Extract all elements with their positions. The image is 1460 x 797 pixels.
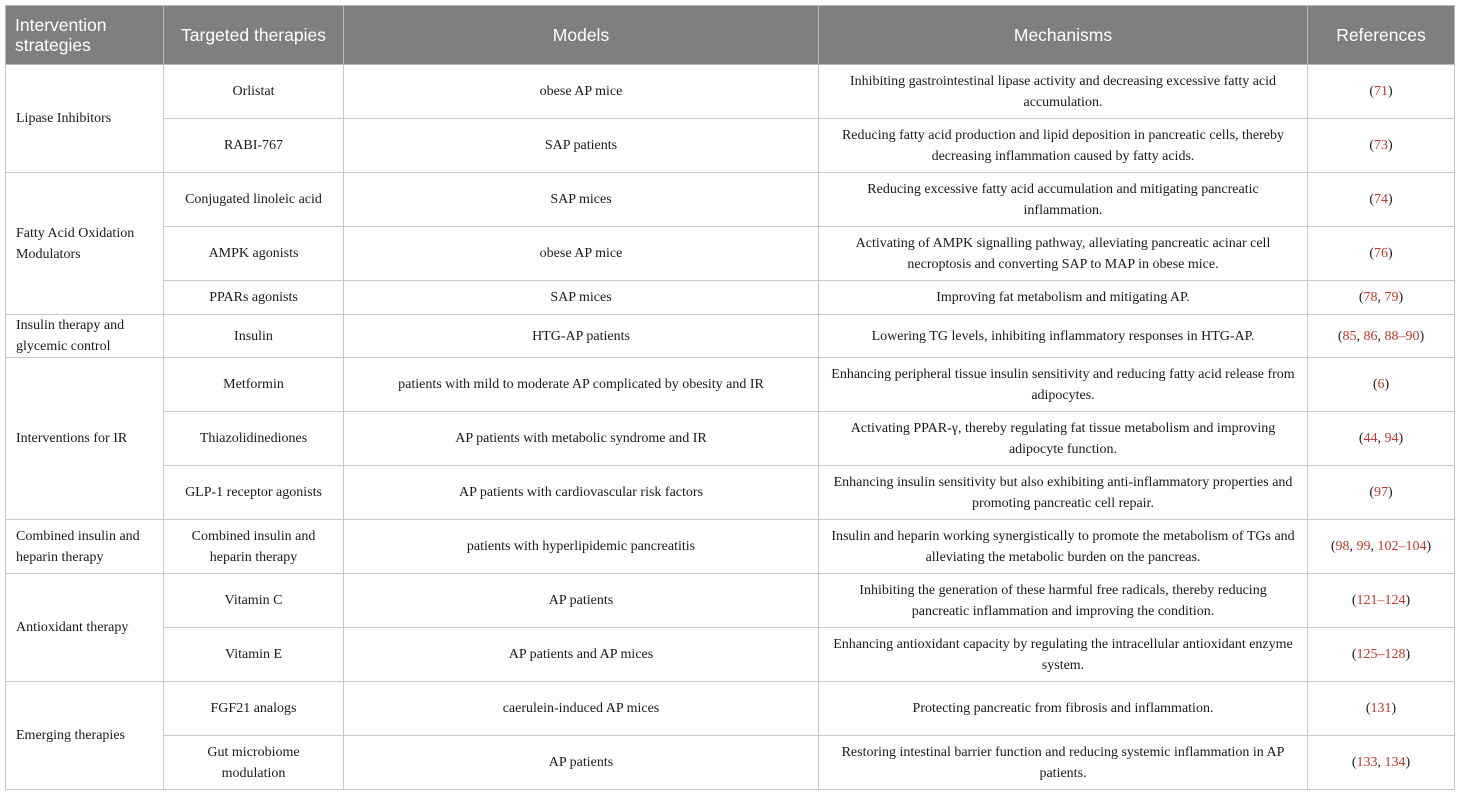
strategy-cell: Fatty Acid Oxidation Modulators bbox=[6, 173, 164, 315]
table-container bbox=[5, 5, 1454, 790]
reference-link[interactable]: 76 bbox=[1374, 246, 1388, 261]
table-row bbox=[6, 65, 1455, 119]
table-row bbox=[6, 682, 1455, 736]
reference-link[interactable]: 78 bbox=[1363, 290, 1378, 305]
therapy-cell: Vitamin E bbox=[164, 628, 344, 682]
references-cell: (133, 134) bbox=[1308, 736, 1455, 790]
header-intervention-strategies: Intervention strategies bbox=[6, 6, 164, 65]
header-row bbox=[6, 6, 1455, 65]
intervention-table bbox=[5, 5, 1455, 790]
header-mechanisms: Mechanisms bbox=[819, 6, 1308, 65]
model-cell: AP patients bbox=[344, 574, 819, 628]
therapy-cell: Orlistat bbox=[164, 65, 344, 119]
reference-link[interactable]: 86 bbox=[1363, 328, 1378, 344]
mechanism-cell: Reducing excessive fatty acid accumulation and mitigating pancreatic inflammation. bbox=[819, 173, 1308, 227]
references-cell: (76) bbox=[1308, 227, 1455, 281]
strategy-cell: Insulin therapy and glycemic control bbox=[6, 315, 164, 358]
reference-link[interactable]: 85 bbox=[1342, 328, 1357, 344]
therapy-cell: Thiazolidinediones bbox=[164, 412, 344, 466]
references-cell: (97) bbox=[1308, 466, 1455, 520]
reference-link[interactable]: 99 bbox=[1356, 539, 1371, 554]
model-cell: SAP patients bbox=[344, 119, 819, 173]
mechanism-cell: Reducing fatty acid production and lipid deposition in pancreatic cells, thereby decreasing inflammation caused by fatty acids. bbox=[819, 119, 1308, 173]
strategy-cell: Combined insulin and heparin therapy bbox=[6, 520, 164, 574]
mechanism-cell: Protecting pancreatic from fibrosis and inflammation. bbox=[819, 682, 1308, 736]
therapy-cell: Conjugated linoleic acid bbox=[164, 173, 344, 227]
references-cell: (71) bbox=[1308, 65, 1455, 119]
model-cell: caerulein-induced AP mices bbox=[344, 682, 819, 736]
reference-link[interactable]: 73 bbox=[1374, 138, 1388, 153]
reference-link[interactable]: 102–104 bbox=[1377, 539, 1427, 554]
therapy-cell: FGF21 analogs bbox=[164, 682, 344, 736]
reference-link[interactable]: 133 bbox=[1356, 755, 1378, 770]
model-cell: AP patients bbox=[344, 736, 819, 790]
strategy-cell: Interventions for IR bbox=[6, 358, 164, 520]
mechanism-cell: Enhancing peripheral tissue insulin sensitivity and reducing fatty acid release from adipocytes. bbox=[819, 358, 1308, 412]
table-row bbox=[6, 227, 1455, 281]
table-row bbox=[6, 412, 1455, 466]
references-cell: (78, 79) bbox=[1308, 281, 1455, 315]
therapy-cell: Insulin bbox=[164, 315, 344, 358]
reference-link[interactable]: 125–128 bbox=[1356, 647, 1406, 662]
mechanism-cell: Restoring intestinal barrier function and reducing systemic inflammation in AP patients. bbox=[819, 736, 1308, 790]
reference-link[interactable]: 74 bbox=[1374, 192, 1388, 207]
reference-link[interactable]: 134 bbox=[1384, 755, 1406, 770]
table-row bbox=[6, 315, 1455, 358]
references-cell: (131) bbox=[1308, 682, 1455, 736]
table-header bbox=[6, 6, 1455, 65]
therapy-cell: PPARs agonists bbox=[164, 281, 344, 315]
therapy-cell: Vitamin C bbox=[164, 574, 344, 628]
mechanism-cell: Inhibiting the generation of these harmful free radicals, thereby reducing pancreatic inflammation and improving the condition. bbox=[819, 574, 1308, 628]
model-cell: HTG-AP patients bbox=[344, 315, 819, 358]
references-cell: (121–124) bbox=[1308, 574, 1455, 628]
references-cell: (6) bbox=[1308, 358, 1455, 412]
strategy-cell: Antioxidant therapy bbox=[6, 574, 164, 682]
references-cell: (44, 94) bbox=[1308, 412, 1455, 466]
references-cell: (98, 99, 102–104) bbox=[1308, 520, 1455, 574]
header-targeted-therapies: Targeted therapies bbox=[164, 6, 344, 65]
model-cell: patients with mild to moderate AP complicated by obesity and IR bbox=[344, 358, 819, 412]
mechanism-cell: Activating PPAR-γ, thereby regulating fat tissue metabolism and improving adipocyte function. bbox=[819, 412, 1308, 466]
table-body bbox=[6, 65, 1455, 790]
table-row bbox=[6, 736, 1455, 790]
table-row bbox=[6, 119, 1455, 173]
model-cell: obese AP mice bbox=[344, 227, 819, 281]
therapy-cell: GLP-1 receptor agonists bbox=[164, 466, 344, 520]
table-row bbox=[6, 173, 1455, 227]
therapy-cell: Combined insulin and heparin therapy bbox=[164, 520, 344, 574]
references-cell: (74) bbox=[1308, 173, 1455, 227]
reference-link[interactable]: 71 bbox=[1374, 84, 1388, 99]
reference-link[interactable]: 79 bbox=[1384, 290, 1399, 305]
references-cell: (73) bbox=[1308, 119, 1455, 173]
table-row bbox=[6, 520, 1455, 574]
model-cell: AP patients with metabolic syndrome and IR bbox=[344, 412, 819, 466]
strategy-cell: Emerging therapies bbox=[6, 682, 164, 790]
table-row bbox=[6, 358, 1455, 412]
references-cell: (125–128) bbox=[1308, 628, 1455, 682]
strategy-cell: Lipase Inhibitors bbox=[6, 65, 164, 173]
reference-link[interactable]: 44 bbox=[1363, 431, 1378, 446]
mechanism-cell: Enhancing insulin sensitivity but also exhibiting anti-inflammatory properties and promoting pancreatic cell repair. bbox=[819, 466, 1308, 520]
header-references: References bbox=[1308, 6, 1455, 65]
table-row bbox=[6, 281, 1455, 315]
model-cell: AP patients and AP mices bbox=[344, 628, 819, 682]
model-cell: patients with hyperlipidemic pancreatitis bbox=[344, 520, 819, 574]
model-cell: SAP mices bbox=[344, 173, 819, 227]
therapy-cell: Metformin bbox=[164, 358, 344, 412]
model-cell: obese AP mice bbox=[344, 65, 819, 119]
mechanism-cell: Inhibiting gastrointestinal lipase activity and decreasing excessive fatty acid accumulation. bbox=[819, 65, 1308, 119]
reference-link[interactable]: 88–90 bbox=[1384, 328, 1420, 344]
reference-link[interactable]: 97 bbox=[1374, 485, 1388, 500]
header-models: Models bbox=[344, 6, 819, 65]
reference-link[interactable]: 131 bbox=[1370, 701, 1392, 716]
model-cell: SAP mices bbox=[344, 281, 819, 315]
therapy-cell: AMPK agonists bbox=[164, 227, 344, 281]
table-row bbox=[6, 466, 1455, 520]
table-row bbox=[6, 628, 1455, 682]
reference-link[interactable]: 6 bbox=[1377, 377, 1385, 392]
mechanism-cell: Activating of AMPK signalling pathway, alleviating pancreatic acinar cell necroptosis and converting SAP to MAP in obese mice. bbox=[819, 227, 1308, 281]
reference-link[interactable]: 121–124 bbox=[1356, 593, 1406, 608]
mechanism-cell: Improving fat metabolism and mitigating AP. bbox=[819, 281, 1308, 315]
reference-link[interactable]: 98 bbox=[1335, 539, 1350, 554]
mechanism-cell: Enhancing antioxidant capacity by regulating the intracellular antioxidant enzyme system. bbox=[819, 628, 1308, 682]
therapy-cell: Gut microbiome modulation bbox=[164, 736, 344, 790]
references-cell: (85, 86, 88–90) bbox=[1308, 315, 1455, 358]
table-row bbox=[6, 574, 1455, 628]
model-cell: AP patients with cardiovascular risk factors bbox=[344, 466, 819, 520]
therapy-cell: RABI-767 bbox=[164, 119, 344, 173]
reference-link[interactable]: 94 bbox=[1384, 431, 1399, 446]
mechanism-cell: Lowering TG levels, inhibiting inflammatory responses in HTG-AP. bbox=[819, 315, 1308, 358]
mechanism-cell: Insulin and heparin working synergistically to promote the metabolism of TGs and alleviating the metabolic burden on the pancreas. bbox=[819, 520, 1308, 574]
